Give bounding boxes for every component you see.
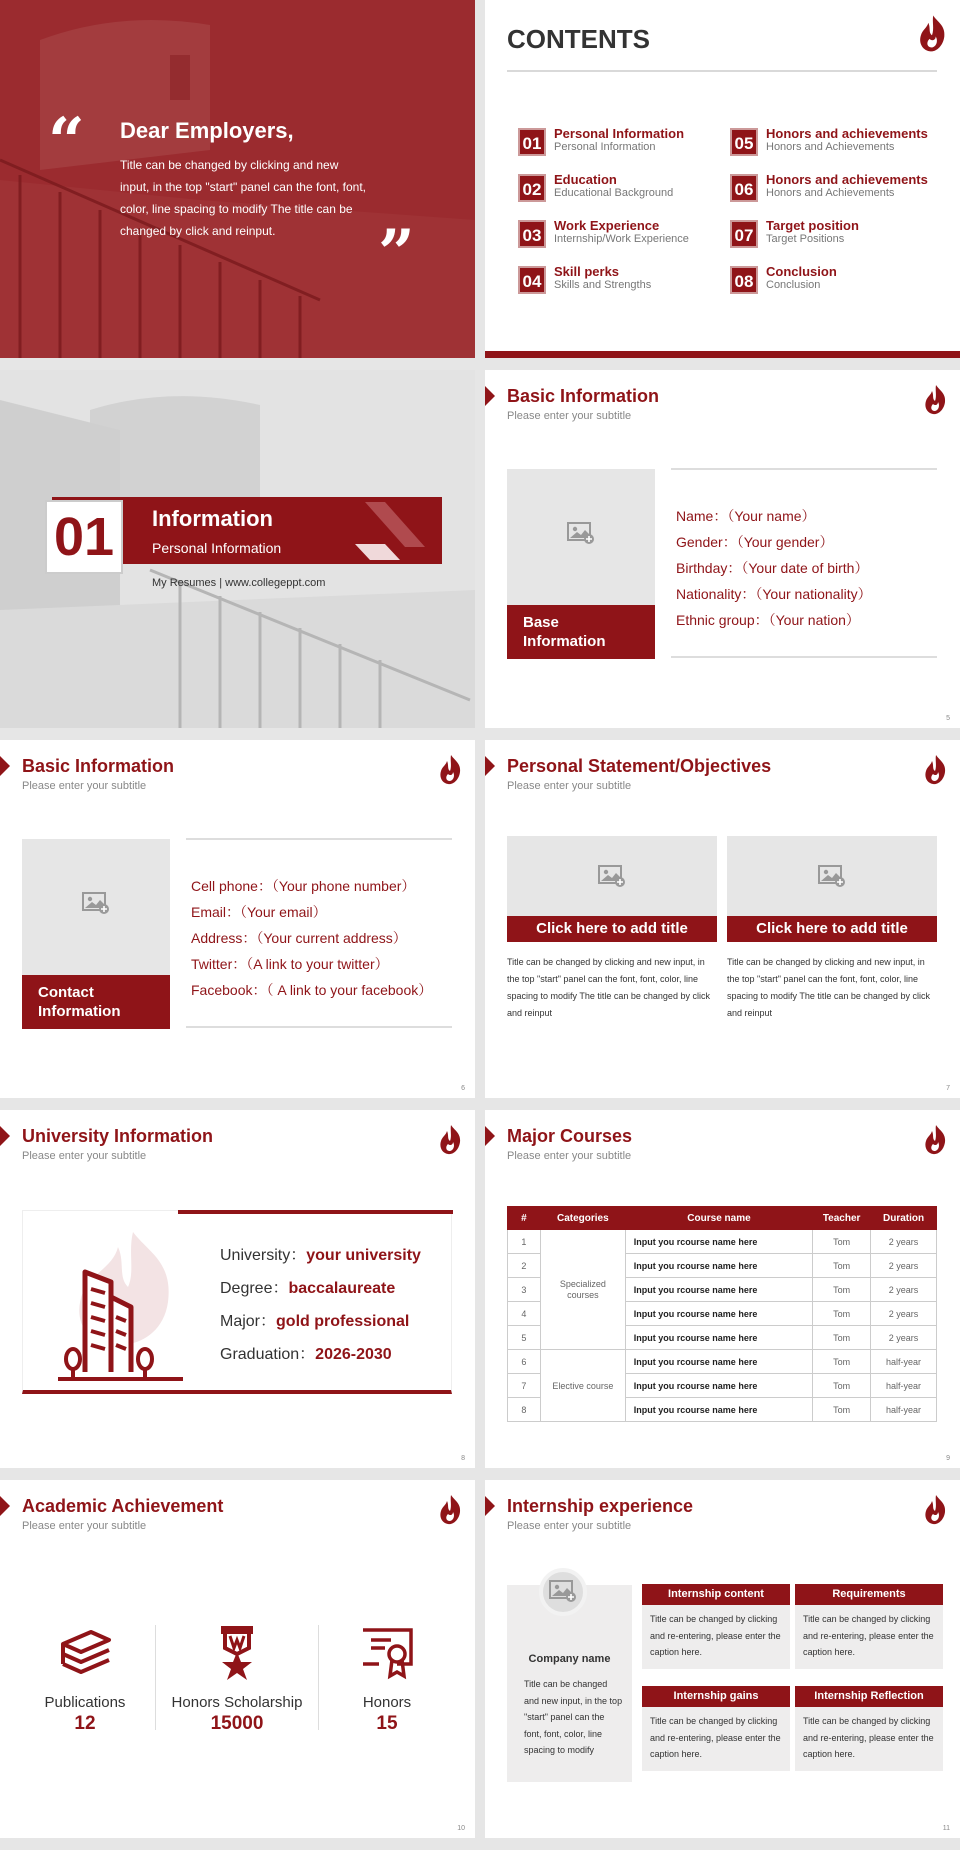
field-email[interactable]: Email：（Your email） [191, 904, 327, 920]
course-name[interactable]: Input you rcourse name here [625, 1302, 812, 1326]
divider [671, 468, 937, 470]
graduation-row[interactable] [220, 1341, 392, 1364]
page-number: 11 [942, 1825, 950, 1832]
slide-title[interactable]: Academic Achievement [22, 1496, 224, 1516]
slide-contact-info [0, 740, 475, 1098]
toc-number: 01 [518, 128, 546, 156]
toc-subtitle: Personal Information [554, 141, 656, 153]
row-index: 8 [508, 1398, 541, 1422]
achievement-honors[interactable] [312, 1622, 462, 1735]
box-title[interactable]: Internship content [642, 1584, 790, 1605]
field-name[interactable]: Name：（Your name） [676, 508, 816, 524]
header-marker [485, 1126, 495, 1146]
page-number: 6 [461, 1085, 465, 1092]
slide-title[interactable]: Basic Information [507, 386, 660, 406]
toc-title: Education [554, 172, 617, 187]
header-marker [485, 1496, 495, 1516]
row-label: University： [220, 1247, 307, 1264]
field-birthday[interactable]: Birthday：（Your date of birth） [676, 560, 869, 576]
flame-logo-icon [922, 754, 948, 786]
divider [671, 656, 937, 658]
add-image-icon [818, 864, 846, 888]
row-index: 2 [508, 1254, 541, 1278]
flame-logo-icon [922, 1494, 948, 1526]
table-row[interactable] [508, 1230, 937, 1254]
major-row[interactable] [220, 1308, 409, 1331]
add-image-icon [549, 1579, 577, 1603]
slide-subtitle[interactable]: Please enter your subtitle [22, 1150, 147, 1162]
stripes-decoration [355, 502, 435, 562]
toc-item[interactable] [518, 264, 718, 300]
field-nationality[interactable]: Nationality：（Your nationality） [676, 586, 872, 602]
duration: 2 years [871, 1278, 937, 1302]
table-header-row [508, 1207, 937, 1230]
achievement-label: Honors [362, 1694, 412, 1711]
row-label: Degree： [220, 1280, 289, 1297]
duration: 2 years [871, 1230, 937, 1254]
toc-item[interactable] [730, 218, 930, 254]
column-header: Categories [540, 1207, 625, 1230]
toc-item[interactable] [518, 172, 718, 208]
divider [155, 1625, 156, 1730]
teacher: Tom [813, 1398, 871, 1422]
add-image-icon [598, 864, 626, 888]
section-title[interactable]: Information [152, 506, 273, 531]
page-number: 7 [946, 1085, 950, 1092]
achievement-value: 15000 [210, 1713, 264, 1734]
slide-title[interactable]: Basic Information [22, 756, 175, 776]
slide-subtitle[interactable]: Please enter your subtitle [22, 1520, 147, 1532]
toc-number: 07 [730, 220, 758, 248]
company-name[interactable]: Company name [528, 1653, 611, 1665]
row-value: your university [306, 1247, 421, 1264]
toc-item[interactable] [730, 126, 930, 162]
row-label: Major： [220, 1313, 277, 1330]
toc-item[interactable] [730, 264, 930, 300]
box-title[interactable]: Internship gains [642, 1686, 790, 1707]
certificate-icon [357, 1622, 417, 1682]
slide-subtitle[interactable]: Please enter your subtitle [507, 780, 632, 792]
divider [186, 838, 452, 840]
cover-body[interactable]: Title can be changed by clicking and new input, in the top "start" panel can the font, font, color, line spacing to modify The title can be changed by click and reinput. [120, 158, 367, 238]
toc-item[interactable] [518, 126, 718, 162]
duration: half-year [871, 1350, 937, 1374]
image-placeholder[interactable] [507, 836, 717, 916]
box-title[interactable]: Requirements [795, 1584, 943, 1605]
toc-number: 08 [730, 266, 758, 294]
toc-subtitle: Honors and Achievements [766, 141, 895, 153]
slide-title[interactable]: Internship experience [507, 1496, 694, 1516]
section-subtitle[interactable]: Personal Information [152, 540, 282, 556]
statement-text[interactable]: Title can be changed by clicking and new input, in the top "start" panel can the font, font, color, line spacing to modify The title can be changed by click and reinput [727, 957, 930, 1018]
slide-subtitle[interactable]: Please enter your subtitle [507, 410, 632, 422]
course-name[interactable]: Input you rcourse name here [625, 1278, 812, 1302]
toc-title: Target position [766, 218, 859, 233]
duration: 2 years [871, 1254, 937, 1278]
slide-subtitle[interactable]: Please enter your subtitle [22, 780, 147, 792]
teacher: Tom [813, 1230, 871, 1254]
header-marker [485, 756, 495, 776]
books-icon [55, 1622, 115, 1682]
duration: half-year [871, 1374, 937, 1398]
flame-logo-icon [922, 384, 948, 416]
slide-major-courses [485, 1110, 960, 1468]
degree-row[interactable] [220, 1275, 395, 1298]
row-index: 1 [508, 1230, 541, 1254]
row-value: gold professional [276, 1313, 410, 1330]
courses-table [507, 1206, 937, 1422]
divider [507, 70, 937, 72]
page-number: 10 [457, 1825, 465, 1832]
duration: 2 years [871, 1326, 937, 1350]
row-index: 7 [508, 1374, 541, 1398]
slide-subtitle[interactable]: Please enter your subtitle [507, 1520, 632, 1532]
section-footer: My Resumes | www.collegeppt.com [152, 577, 326, 589]
slide-personal-statement [485, 740, 960, 1098]
course-name[interactable]: Input you rcourse name here [625, 1374, 812, 1398]
section-number[interactable]: 01 [45, 500, 123, 574]
contents-title[interactable]: CONTENTS [507, 24, 650, 54]
category-cell: Specialized courses [540, 1230, 625, 1350]
slide-university-info [0, 1110, 475, 1468]
toc-subtitle: Conclusion [766, 279, 821, 291]
achievement-value: 15 [376, 1713, 398, 1734]
slide-internship [485, 1480, 960, 1838]
header-marker [0, 1496, 10, 1516]
row-value: 2026-2030 [315, 1346, 392, 1363]
close-quote-icon: ” [378, 216, 415, 291]
toc-number: 04 [518, 266, 546, 294]
image-placeholder[interactable] [727, 836, 937, 916]
photo-caption: Base Information [507, 605, 655, 659]
field-cell-phone[interactable]: Cell phone：（Your phone number） [191, 878, 416, 894]
course-name[interactable]: Input you rcourse name here [625, 1254, 812, 1278]
toc-title: Honors and achievements [766, 126, 928, 141]
divider [186, 1026, 452, 1028]
statement-text[interactable]: Title can be changed by clicking and new input, in the top "start" panel can the font, font, color, line spacing to modify The title can be changed by click and reinput [507, 957, 710, 1018]
page-number: 8 [461, 1455, 465, 1462]
course-name[interactable]: Input you rcourse name here [625, 1230, 812, 1254]
row-value: baccalaureate [288, 1280, 396, 1297]
row-index: 4 [508, 1302, 541, 1326]
flame-logo-icon [916, 14, 948, 54]
toc-subtitle: Honors and Achievements [766, 187, 895, 199]
achievement-scholarship[interactable] [162, 1622, 312, 1735]
slide-title[interactable]: University Information [22, 1126, 214, 1146]
duration: 2 years [871, 1302, 937, 1326]
teacher: Tom [813, 1302, 871, 1326]
page-number: 9 [946, 1455, 950, 1462]
toc-number: 06 [730, 174, 758, 202]
box-text[interactable]: Title can be changed by clicking and re-entering, please enter the caption here. [795, 1707, 943, 1771]
course-name[interactable]: Input you rcourse name here [625, 1398, 812, 1422]
toc-number: 03 [518, 220, 546, 248]
photo-placeholder[interactable] [22, 839, 170, 1029]
achievement-label: Honors Scholarship [171, 1694, 303, 1711]
toc-number: 05 [730, 128, 758, 156]
photo-caption: Contact Information [22, 975, 170, 1029]
duration: half-year [871, 1398, 937, 1422]
course-name[interactable]: Input you rcourse name here [625, 1350, 812, 1374]
toc-title: Personal Information [554, 126, 685, 141]
header-marker [485, 386, 495, 406]
university-card [22, 1210, 452, 1394]
toc-title: Skill perks [554, 264, 620, 279]
flame-logo-icon [437, 1124, 463, 1156]
field-address[interactable]: Address：（Your current address） [191, 930, 407, 946]
toc-subtitle: Skills and Strengths [554, 279, 652, 291]
teacher: Tom [813, 1278, 871, 1302]
slide-title[interactable]: Personal Statement/Objectives [507, 756, 772, 776]
box-title[interactable]: Internship Reflection [795, 1686, 943, 1707]
university-row[interactable] [220, 1242, 421, 1265]
page-number: 5 [946, 715, 950, 722]
flame-logo-icon [437, 754, 463, 786]
toc-item[interactable] [730, 172, 930, 208]
column-header: Teacher [813, 1207, 871, 1230]
row-index: 3 [508, 1278, 541, 1302]
category-cell: Elective course [540, 1350, 625, 1422]
accent-line [178, 1210, 453, 1214]
accent-bar [485, 351, 960, 358]
box-text[interactable]: Title can be changed by clicking and re-entering, please enter the caption here. [795, 1605, 943, 1669]
toc-title: Honors and achievements [766, 172, 928, 187]
flame-logo-icon [922, 1124, 948, 1156]
slide-title[interactable]: Major Courses [507, 1126, 633, 1146]
add-title-button[interactable]: Click here to add title [507, 916, 717, 942]
row-label: Graduation： [220, 1346, 316, 1363]
photo-placeholder[interactable] [507, 469, 655, 659]
company-description[interactable]: Title can be changed and new input, in the top "start" panel can the font, font, color, line spacing to modify [524, 1679, 623, 1755]
field-gender[interactable]: Gender：（Your gender） [676, 534, 834, 550]
header-marker [0, 1126, 10, 1146]
add-title-button[interactable]: Click here to add title [727, 916, 937, 942]
box-text[interactable]: Title can be changed by clicking and re-entering, please enter the caption here. [642, 1605, 790, 1669]
slide-basic-info [485, 370, 960, 728]
field-facebook[interactable]: Facebook：（ A link to your facebook） [191, 982, 433, 998]
slide-section [0, 370, 475, 728]
teacher: Tom [813, 1374, 871, 1398]
cover-title[interactable]: Dear Employers, [120, 118, 294, 143]
open-quote-icon: “ [48, 104, 85, 179]
row-index: 5 [508, 1326, 541, 1350]
slide-subtitle[interactable]: Please enter your subtitle [507, 1150, 632, 1162]
teacher: Tom [813, 1254, 871, 1278]
table-row[interactable] [508, 1350, 937, 1374]
company-logo-placeholder[interactable] [539, 1568, 587, 1616]
column-header: # [508, 1207, 541, 1230]
header-marker [0, 756, 10, 776]
toc-title: Conclusion [766, 264, 837, 279]
column-header: Duration [871, 1207, 937, 1230]
flame-logo-icon [437, 1494, 463, 1526]
box-text[interactable]: Title can be changed by clicking and re-entering, please enter the caption here. [642, 1707, 790, 1771]
toc-subtitle: Target Positions [766, 233, 845, 245]
achievement-value: 12 [74, 1713, 96, 1734]
add-image-icon [82, 891, 110, 915]
field-twitter[interactable]: Twitter：（A link to your twitter） [191, 956, 389, 972]
achievement-label: Publications [44, 1694, 126, 1711]
course-name[interactable]: Input you rcourse name here [625, 1326, 812, 1350]
field-ethnic-group[interactable]: Ethnic group：（Your nation） [676, 612, 860, 628]
building-icon [53, 1227, 188, 1392]
toc-title: Work Experience [554, 218, 660, 233]
slide-cover [0, 0, 475, 358]
row-index: 6 [508, 1350, 541, 1374]
medal-icon [207, 1622, 267, 1682]
achievement-publications[interactable] [10, 1622, 160, 1735]
add-image-icon [567, 521, 595, 545]
toc-number: 02 [518, 174, 546, 202]
toc-item[interactable] [518, 218, 718, 254]
toc-subtitle: Internship/Work Experience [554, 233, 689, 245]
slide-contents [485, 0, 960, 358]
teacher: Tom [813, 1350, 871, 1374]
toc-subtitle: Educational Background [554, 187, 674, 199]
slide-academic-achievement [0, 1480, 475, 1838]
column-header: Course name [625, 1207, 812, 1230]
teacher: Tom [813, 1326, 871, 1350]
